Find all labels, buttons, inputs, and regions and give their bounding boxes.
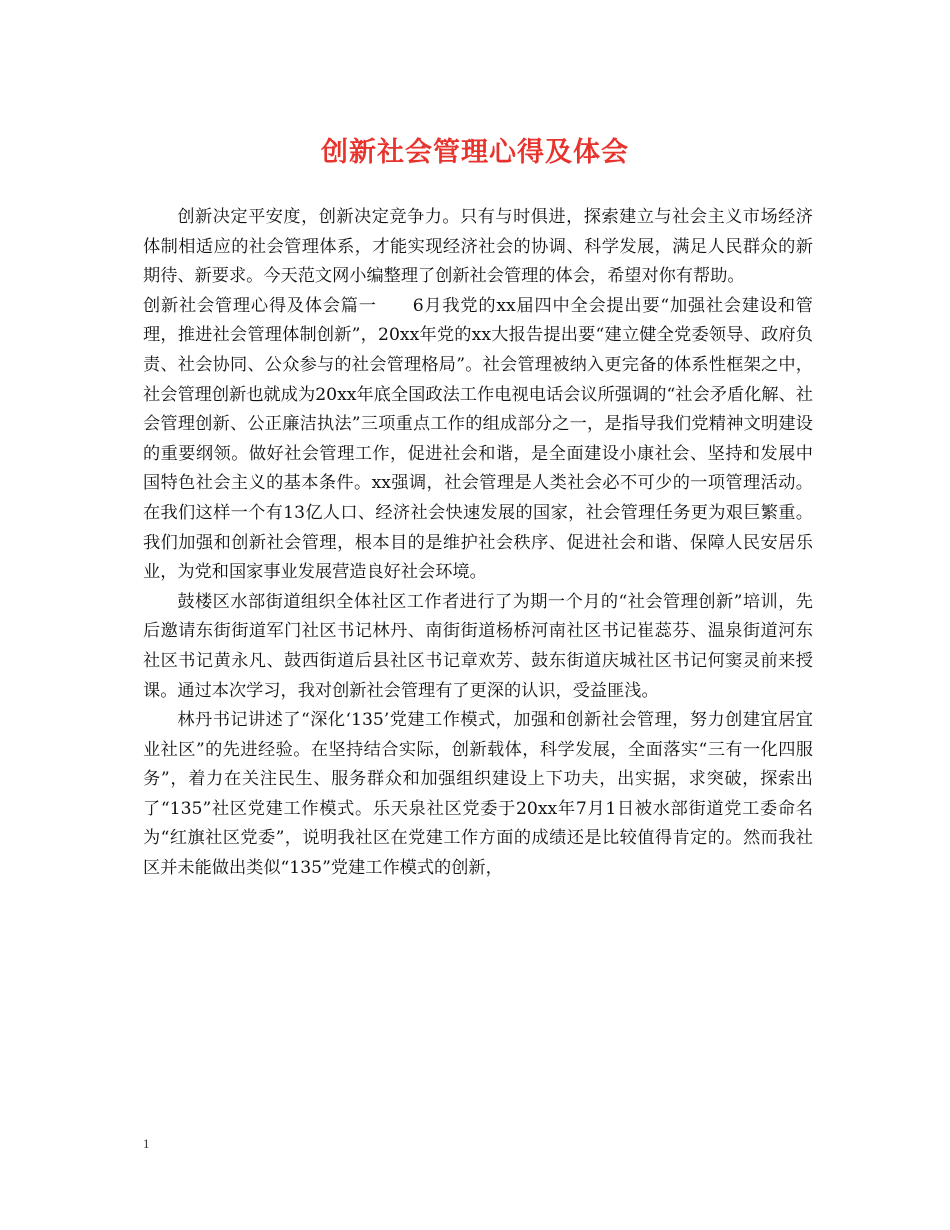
page-number: 1 [143, 1136, 150, 1151]
intro-paragraph: 创新决定平安度，创新决定竞争力。只有与时俱进，探索建立与社会主义市场经济体制相适应的社会管理体系，才能实现经济社会的协调、科学发展，满足人民群众的新期待、新要求。今天范文网小编整理了创新社会管理的体会，希望对你有帮助。 [143, 207, 813, 287]
section-one-paragraph: 创新社会管理心得及体会篇一 6月我党的xx届四中全会提出要“加强社会建设和管理，推进社会管理体制创新”，20xx年党的xx大报告提出要“建立健全党委领导、政府负责、社会协同、公众参与的社会管理格局”。社会管理被纳入更完备的体系性框架之中，社会管理创新也就成为20xx年底全国政法工作电视电话会议所强调的“社会矛盾化解、社会管理创新、公正廉洁执法”三项重点工作的组成部分之一，是指导我们党精神文明建设的重要纲领。做好社会管理工作，促进社会和谐，是全面建设小康社会、坚持和发展中国特色社会主义的基本条件。xx强调，社会管理是人类社会必不可少的一项管理活动。在我们这样一个有13亿人口、经济社会快速发展的国家，社会管理任务更为艰巨繁重。我们加强和创新社会管理，根本目的是维护社会秩序、促进社会和谐、保障人民安居乐业，为党和国家事业发展营造良好社会环境。 [143, 295, 813, 583]
training-paragraph: 鼓楼区水部街道组织全体社区工作者进行了为期一个月的“社会管理创新”培训，先后邀请东街街道军门社区书记林丹、南街街道杨桥河南社区书记崔蕊芬、温泉街道河东社区书记黄永凡、鼓西街道后县社区书记章欢芳、鼓东街道庆城社区书记何窦灵前来授课。通过本次学习，我对创新社会管理有了更深的认识，受益匪浅。 [143, 591, 813, 701]
document-body [143, 203, 813, 884]
lindan-paragraph: 林丹书记讲述了“深化‘135’党建工作模式，加强和创新社会管理，努力创建宜居宜业社区”的先进经验。在坚持结合实际，创新载体，科学发展，全面落实“三有一化四服务”，着力在关注民生、服务群众和加强组织建设上下功夫，出实据，求突破，探索出了“135”社区党建工作模式。乐天泉社区党委于20xx年7月1日被水部街道党工委命名为“红旗社区党委”，说明我社区在党建工作方面的成绩还是比较值得肯定的。然而我社区并未能做出类似“135”党建工作模式的创新， [143, 710, 813, 879]
document-title: 创新社会管理心得及体会 [321, 137, 629, 168]
